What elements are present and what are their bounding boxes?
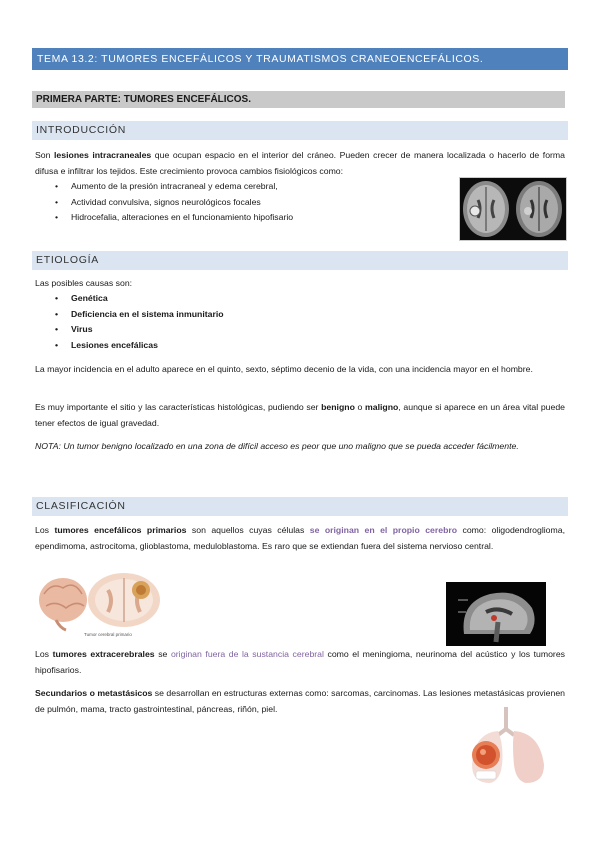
- list-item: • Hidrocefalia, alteraciones en el funcionamiento hipofisario: [35, 210, 455, 226]
- clasificacion-paragraph-secundarios: Secundarios o metastásicos se desarrollan en estructuras externas como: sarcomas, carcinomas. Las lesiones metastásicas provienen de pulmón, mama, tracto gastrointestinal, páncreas, riñón, piel.: [35, 688, 565, 714]
- list-item: • Actividad convulsiva, signos neurológicos focales: [35, 195, 455, 211]
- list-item: • Deficiencia en el sistema inmunitario: [35, 307, 435, 323]
- etiologia-paragraph-sitio: Es muy importante el sitio y las características histológicas, pudiendo ser benigno o maligno, aunque si aparece en un área vital puede tener efectos de igual gravedad.: [35, 402, 566, 428]
- intro-bullet-list: [35, 179, 455, 226]
- sagittal-mri-image: [446, 582, 546, 646]
- illustration-caption: Tumor cerebral primario: [84, 632, 132, 637]
- clasificacion-paragraph-primarios: Los tumores encefálicos primarios son aquellos cuyas células se originan en el propio cerebro como: oligodendroglioma, ependimoma, astrocitoma, glioblastoma, meduloblastoma. Es raro que se extiendan fuera del sistema nervioso central.: [35, 525, 565, 551]
- list-item: • Genética: [35, 291, 435, 307]
- section-heading-etiologia: ETIOLOGÍA: [32, 251, 568, 270]
- intro-paragraph: Son lesiones intracraneales que ocupan espacio en el interior del cráneo. Pueden crecer de manera localizada o hacerlo de forma difusa e infiltrar los tejidos. Este crecimiento provoca cambios fisiológicos como:: [35, 150, 566, 176]
- list-item: • Virus: [35, 322, 435, 338]
- etiologia-intro: Las posibles causas son:: [35, 278, 133, 288]
- document-title: TEMA 13.2: TUMORES ENCEFÁLICOS Y TRAUMATISMOS CRANEOENCEFÁLICOS.: [32, 48, 568, 70]
- primary-tumor-illustration: [36, 570, 171, 640]
- section-heading-introduccion: INTRODUCCIÓN: [32, 121, 568, 140]
- etiologia-nota: NOTA: Un tumor benigno localizado en una zona de difícil acceso es peor que uno maligno que se pueda acceder fácilmente.: [35, 441, 519, 451]
- lungs-illustration: [468, 705, 548, 787]
- brain-mri-image: [459, 177, 567, 241]
- section-heading-clasificacion: CLASIFICACIÓN: [32, 497, 568, 516]
- clasificacion-paragraph-extracerebrales: Los tumores extracerebrales se originan fuera de la sustancia cerebral como el meningioma, neurinoma del acústico y los tumores hipofisarios.: [35, 649, 566, 675]
- part-heading: PRIMERA PARTE: TUMORES ENCEFÁLICOS.: [32, 91, 565, 108]
- etiologia-bullet-list: [35, 291, 435, 353]
- list-item: • Lesiones encefálicas: [35, 338, 435, 354]
- list-item: • Aumento de la presión intracraneal y edema cerebral,: [35, 179, 455, 195]
- etiologia-paragraph-incidencia: La mayor incidencia en el adulto aparece en el quinto, sexto, séptimo decenio de la vida, con una incidencia mayor en el hombre.: [35, 364, 533, 374]
